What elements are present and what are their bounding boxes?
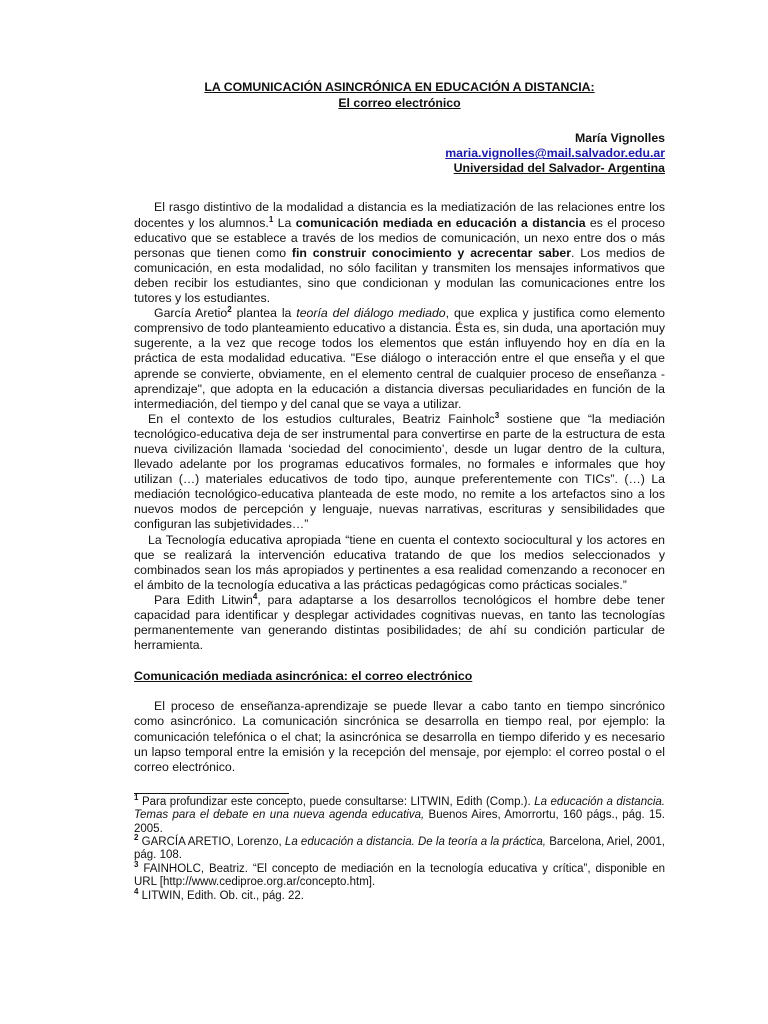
author-name: María Vignolles xyxy=(575,131,665,146)
document-title: LA COMUNICACIÓN ASINCRÓNICA EN EDUCACIÓN A DISTANCIA: xyxy=(204,80,595,94)
footnote-ref[interactable]: 1 xyxy=(268,214,274,224)
italic-text: La educación a distancia. De la teoría a la práctica, xyxy=(284,836,546,849)
footnote xyxy=(134,792,665,836)
document-body xyxy=(134,200,665,903)
footnote-number: 4 xyxy=(134,886,139,896)
text-run: En el contexto de los estudios culturales, Beatriz Fainholc xyxy=(148,411,495,426)
footnote xyxy=(134,833,665,863)
footnote-number: 2 xyxy=(134,833,139,843)
paragraph xyxy=(134,593,665,653)
author-block xyxy=(134,131,665,176)
text-run: . Los medios de comunicación, en esta modalidad, no sólo facilitan y transmiten los mensajes informativos que deben recibir los estudiantes, sino que condicionan y modulan las comunicaciones entre los tutores y los estudiantes. xyxy=(134,245,666,306)
footnotes xyxy=(134,792,665,903)
paragraph xyxy=(134,412,665,533)
text-run: plantea la xyxy=(231,306,297,321)
paragraph xyxy=(134,306,665,412)
text-run: García Aretio xyxy=(154,306,228,321)
footnote-ref[interactable]: 4 xyxy=(252,591,258,601)
text-run: , que explica y justifica como elemento comprensivo de todo planteamiento educativo a distancia. Ésta es, sin duda, una aportación muy sugerente, a la vez que recoge todos los elementos que están influyendo hoy en día en la práctica de esta modalidad educativa. "Ese diálogo o interacción entre el que enseña y el que aprende se convierte, obviamente, en el elemento central de cualquier proceso de enseñanza - aprendizaje", que adopta en la educación a distancia diversas peculiaridades en función de la intermediación, del tiempo y del canal que se vaya a utilizar. xyxy=(134,306,666,411)
text-run: GARCÍA ARETIO, Lorenzo, xyxy=(138,836,285,849)
text-run: La xyxy=(273,215,296,230)
text-run: , para adaptarse a los desarrollos tecnológicos el hombre debe tener capacidad para identificar y desplegar actividades cognitivas nuevas, en tanto las tecnologías permanentemente van generando distintas posibilidades; de ahí su condición particular de herramienta. xyxy=(134,592,665,653)
text-run: FAINHOLC, Beatriz. “El concepto de mediación en la tecnología educativa y crítica”, disponible en URL [http://www.cediproe.org.ar/concepto.htm]. xyxy=(134,862,665,889)
bold-text: fin construir conocimiento y acrecentar saber xyxy=(291,245,572,260)
footnote xyxy=(134,886,665,903)
footnote-ref[interactable]: 2 xyxy=(227,305,232,315)
paragraph xyxy=(134,200,665,306)
author-email-link[interactable]: maria.vignolles@mail.salvador.edu.ar xyxy=(445,146,665,161)
footnote-divider xyxy=(134,793,289,794)
text-run: LITWIN, Edith. Ob. cit., pág. 22. xyxy=(138,889,304,902)
text-run: Para Edith Litwin xyxy=(154,592,253,607)
title-block xyxy=(134,80,665,111)
bold-text: comunicación mediada en educación a distancia xyxy=(295,215,586,230)
text-run: es el proceso educativo que se establece a través de los medios de comunicación, un nexo entre dos o más personas que tienen como xyxy=(134,215,666,260)
footnote-ref[interactable]: 3 xyxy=(494,410,500,420)
italic-text: teoría del diálogo mediado xyxy=(296,306,446,321)
section-heading: Comunicación mediada asincrónica: el correo electrónico xyxy=(134,669,473,684)
text-run: Buenos Aires, Amorrortu, 160 págs., pág. 15. 2005. xyxy=(134,809,665,835)
paragraph xyxy=(134,533,665,593)
text-run: El rasgo distintivo de la modalidad a distancia es la mediatización de las relaciones entre los docentes y los alumnos. xyxy=(134,200,665,230)
text-run: sostiene que “la mediación tecnológico-educativa deja de ser instrumental para convertirse en parte de la estructura de esta nueva civilización llamada ‘sociedad del conocimiento’, desde un lugar dentro de la cultura, llevado adelante por los programas educativos formales, no formales e informales que hoy utilizan (…) materiales educativos de todo tipo, aunque preferentemente con TICs”. (…) La mediación tecnológico-educativa planteada de este modo, no remite a los artefactos sino a los nuevos modos de percepción y lenguaje, nuevas narrativas, escrituras y sensibilidades que configuran las subjetividades…” xyxy=(134,411,665,532)
footnote-number: 1 xyxy=(134,792,139,802)
author-affiliation: Universidad del Salvador- Argentina xyxy=(453,161,665,176)
text-run: Barcelona, Ariel, 2001, pág. 108. xyxy=(134,836,665,862)
footnote xyxy=(134,859,665,890)
text-run: La Tecnología educativa apropiada “tiene en cuenta el contexto sociocultural y los actores en que se realizará la intervención educativa tratando de que los medios seleccionados y combinados sean los más apropiados y pertinentes a esa realidad comenzando a reconocer en el ámbito de la tecnología educativa a las prácticas pedagógicas como prácticas sociales.” xyxy=(134,532,665,592)
text-run: Para profundizar este concepto, puede consultarse: LITWIN, Edith (Comp.). xyxy=(138,795,535,808)
paragraph: El proceso de enseñanza-aprendizaje se puede llevar a cabo tanto en tiempo sincrónico como asincrónico. La comunicación sincrónica se desarrolla en tiempo real, por ejemplo: la comunicación telefónica o el chat; la asincrónica se desarrolla en tiempo diferido y es necesario un lapso temporal entre la emisión y la recepción del mensaje, por ejemplo: el correo postal o el correo electrónico. xyxy=(134,699,665,774)
footnote-number: 3 xyxy=(134,859,139,869)
document-subtitle: El correo electrónico xyxy=(338,96,461,111)
italic-text: La educación a distancia. Temas para el debate en una nueva agenda educativa, xyxy=(134,795,665,822)
